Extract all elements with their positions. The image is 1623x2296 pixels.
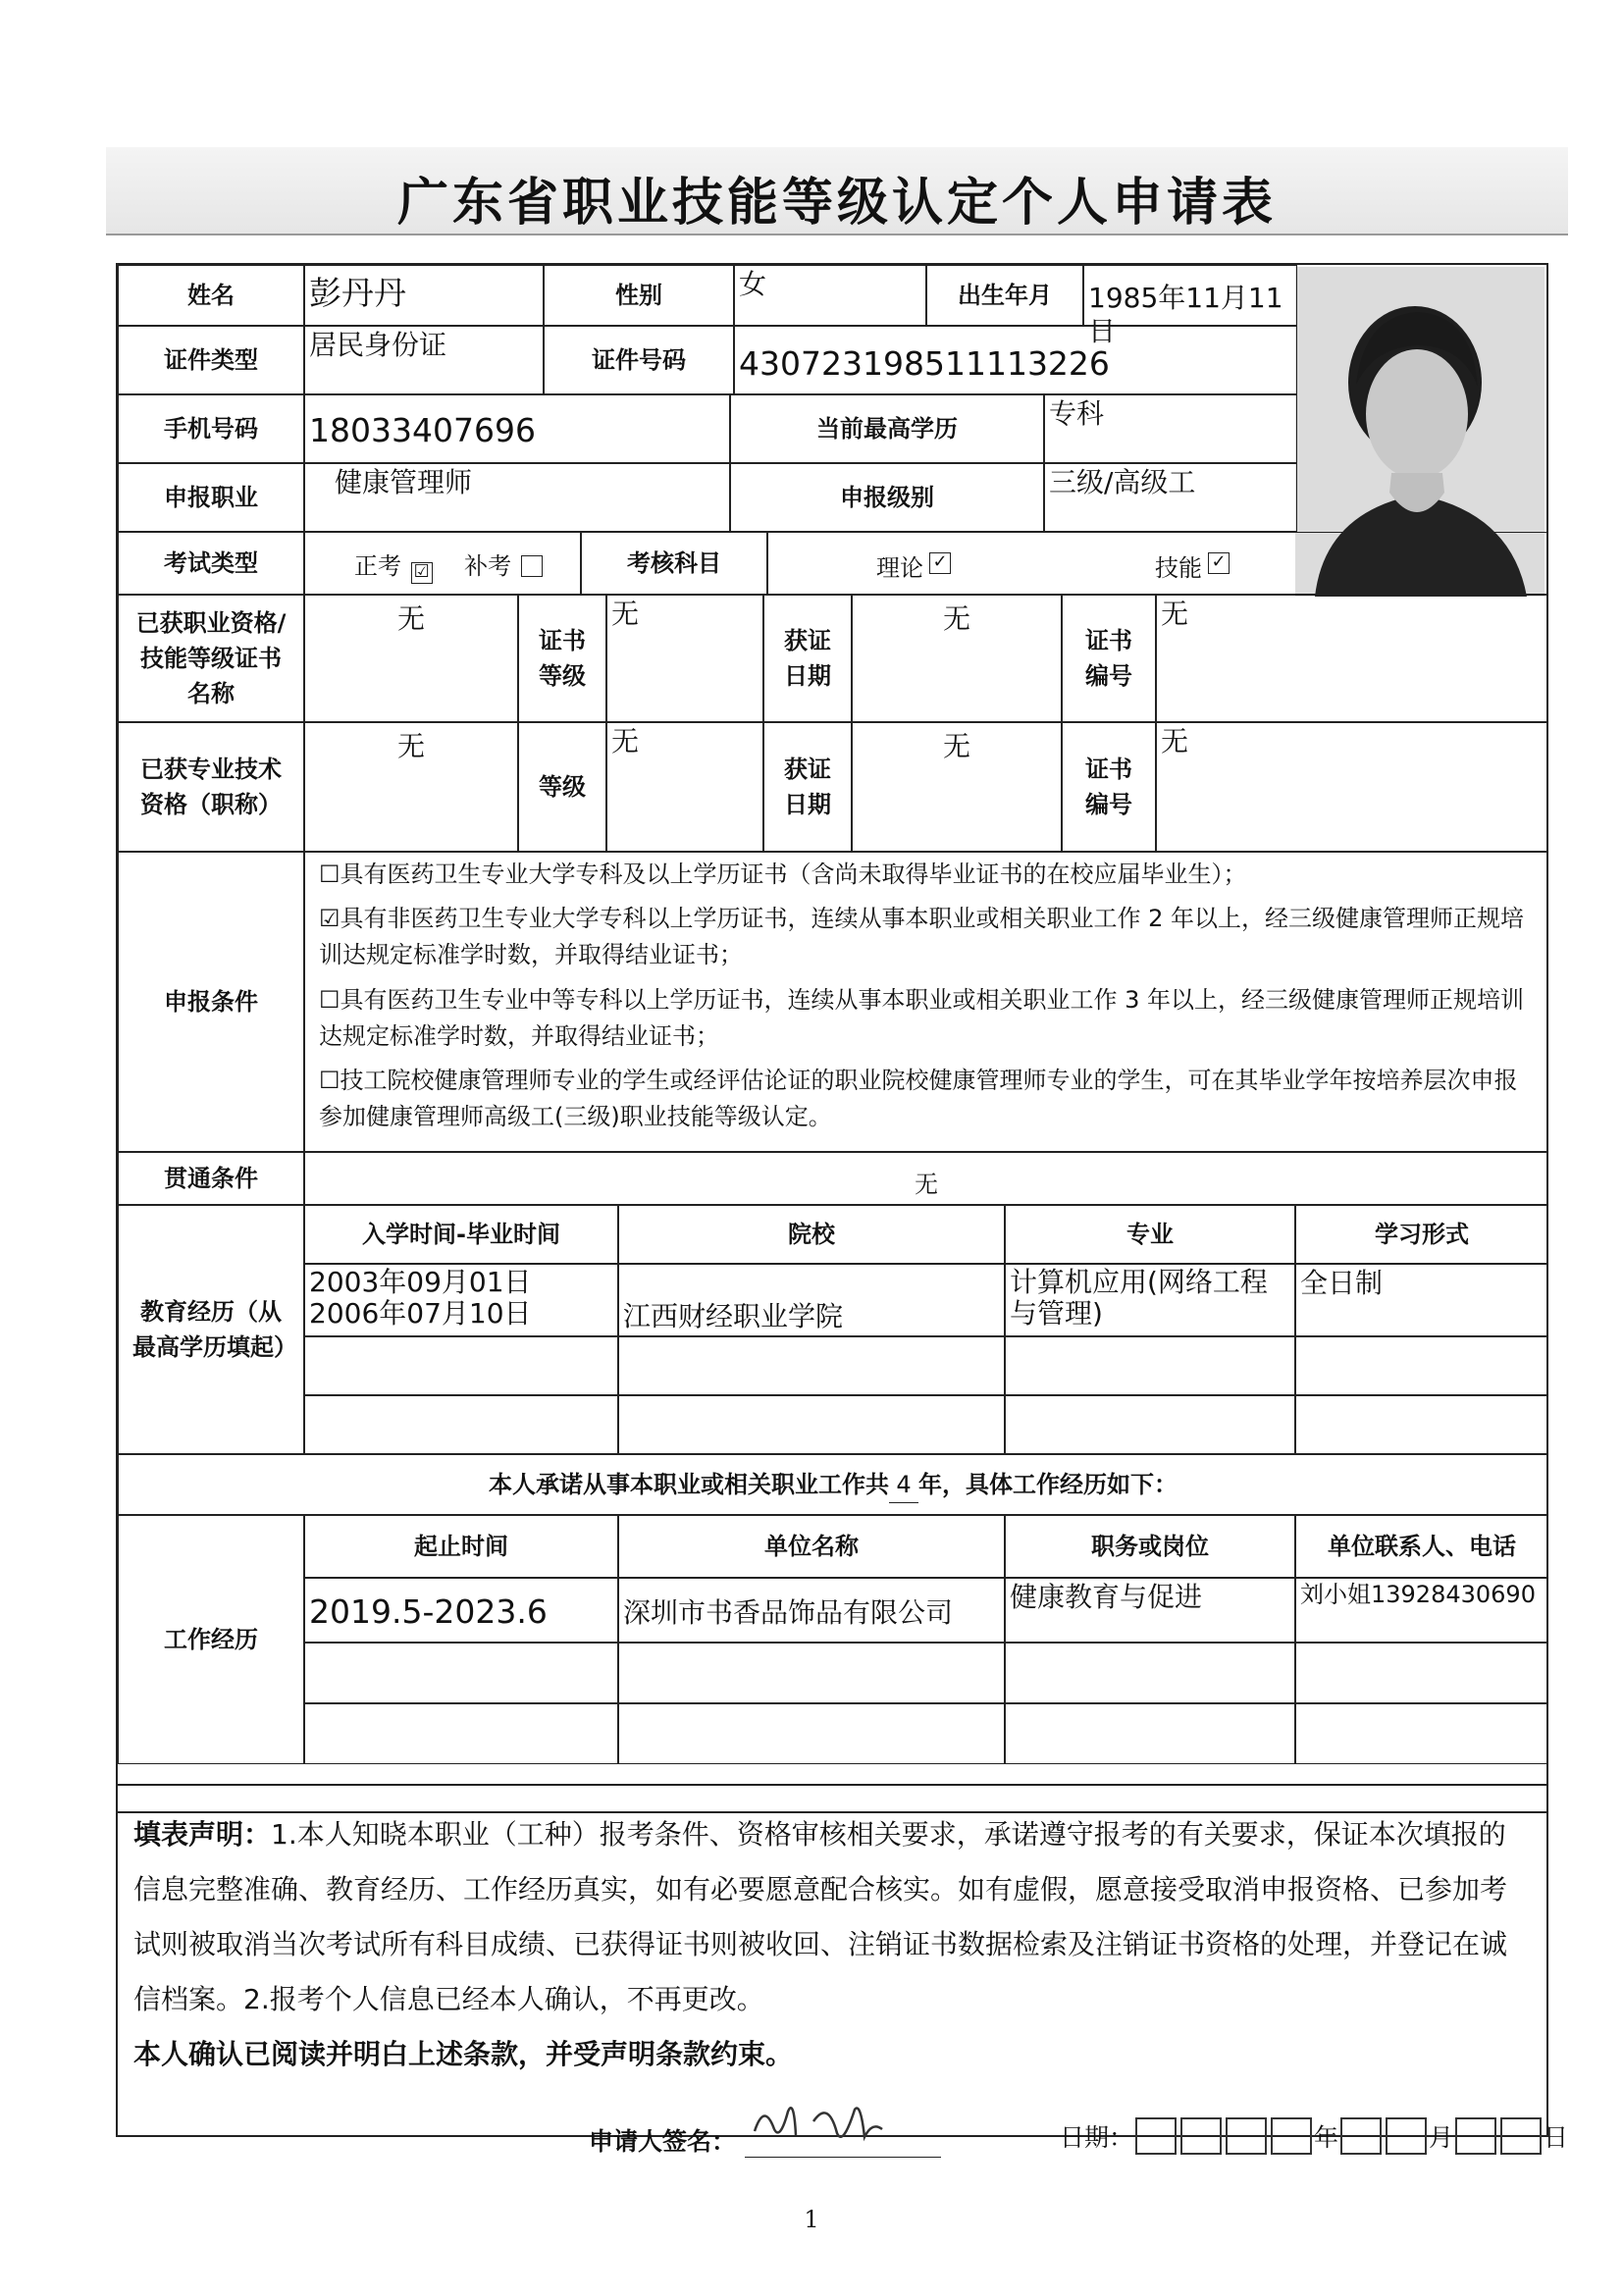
year-digit-box[interactable]: [1271, 2117, 1312, 2155]
id-no-value[interactable]: 430723198511113226: [734, 326, 1297, 394]
level-value[interactable]: 三级/高级工: [1044, 463, 1297, 532]
condition-item[interactable]: ☑具有非医药卫生专业大学专科以上学历证书，连续从事本职业或相关职业工作 2 年以上，经三级健康管理师正规培训达规定标准学时数，并取得结业证书；: [319, 905, 1525, 969]
work-commitment: 本人承诺从事本职业或相关职业工作共 4 年，具体工作经历如下：: [118, 1454, 1548, 1515]
year-digit-box[interactable]: [1135, 2117, 1177, 2155]
cert1-no-label: 证书编号: [1062, 595, 1156, 722]
month-digit-box[interactable]: [1340, 2117, 1382, 2155]
cert2-date-value[interactable]: 无: [852, 722, 1062, 852]
gender-label: 性别: [544, 265, 734, 326]
signature-image: [735, 2092, 931, 2151]
edu-header-major: 专业: [1005, 1205, 1295, 1264]
conditions-label: 申报条件: [118, 852, 304, 1152]
edu-history-label: 教育经历（从最高学历填起）: [118, 1205, 304, 1454]
cert2-date-label: 获证日期: [763, 722, 852, 852]
cert1-date-value[interactable]: 无: [852, 595, 1062, 722]
conditions-list: [304, 852, 1548, 1152]
edu-header-period: 入学时间-毕业时间: [304, 1205, 618, 1264]
cert1-name-value[interactable]: 无: [304, 595, 518, 722]
regular-exam-label: 正考: [354, 552, 401, 580]
name-value[interactable]: 彭丹丹: [304, 265, 544, 326]
subjects-options: [767, 532, 1548, 595]
day-label: 日: [1544, 2123, 1569, 2152]
work-header-contact: 单位联系人、电话: [1295, 1515, 1548, 1578]
work-empty-cell[interactable]: [618, 1703, 1005, 1764]
page-number: 1: [804, 2206, 819, 2233]
signature-label: 申请人签名：: [589, 2127, 737, 2156]
year-digit-box[interactable]: [1226, 2117, 1267, 2155]
edu-major-value[interactable]: 计算机应用(网络工程与管理): [1005, 1264, 1295, 1336]
id-no-label: 证件号码: [544, 326, 734, 394]
skill-label: 技能: [1155, 554, 1202, 582]
declaration-confirm: 本人确认已阅读并明白上述条款，并受声明条款约束。: [133, 2038, 794, 2070]
phone-label: 手机号码: [118, 394, 304, 463]
month-digit-box[interactable]: [1386, 2117, 1427, 2155]
gender-value[interactable]: 女: [734, 265, 926, 326]
work-history-label: 工作经历: [118, 1515, 304, 1764]
work-period-value[interactable]: 2019.5-2023.6: [304, 1578, 618, 1643]
work-empty-cell[interactable]: [1295, 1703, 1548, 1764]
subjects-label: 考核科目: [581, 532, 767, 595]
cert1-no-value[interactable]: 无: [1156, 595, 1548, 722]
edu-empty-cell[interactable]: [304, 1336, 618, 1395]
edu-empty-cell[interactable]: [1295, 1395, 1548, 1454]
year-digit-box[interactable]: [1180, 2117, 1222, 2155]
edu-empty-cell[interactable]: [618, 1395, 1005, 1454]
skill-checkbox[interactable]: ✓: [1208, 552, 1230, 574]
work-company-value[interactable]: 深圳市书香品饰品有限公司: [618, 1578, 1005, 1643]
work-empty-cell[interactable]: [618, 1643, 1005, 1703]
cert2-no-label: 证书编号: [1062, 722, 1156, 852]
work-position-value[interactable]: 健康教育与促进: [1005, 1578, 1295, 1643]
education-label: 当前最高学历: [730, 394, 1044, 463]
edu-empty-cell[interactable]: [304, 1395, 618, 1454]
cert2-no-value[interactable]: 无: [1156, 722, 1548, 852]
signature-row: [589, 2117, 941, 2158]
day-digit-box[interactable]: [1455, 2117, 1496, 2155]
month-label: 月: [1429, 2123, 1454, 2152]
exam-type-label: 考试类型: [118, 532, 304, 595]
makeup-exam-label: 补考: [464, 552, 512, 580]
application-form: [116, 263, 1548, 1813]
title-band: [106, 147, 1568, 235]
work-header-position: 职务或岗位: [1005, 1515, 1295, 1578]
work-empty-cell[interactable]: [1295, 1643, 1548, 1703]
occupation-label: 申报职业: [118, 463, 304, 532]
work-empty-cell[interactable]: [1005, 1643, 1295, 1703]
edu-mode-value[interactable]: 全日制: [1295, 1264, 1548, 1336]
declaration-heading: 填表声明：: [133, 1818, 272, 1851]
condition-item[interactable]: ☐具有医药卫生专业中等专科以上学历证书，连续从事本职业或相关职业工作 3 年以上，经三级健康管理师正规培训达规定标准学时数，并取得结业证书；: [319, 985, 1525, 1050]
theory-label: 理论: [876, 554, 923, 582]
regular-exam-checkbox[interactable]: ☑: [411, 562, 433, 584]
work-contact-value[interactable]: 刘小姐13928430690: [1295, 1578, 1548, 1643]
edu-period-value[interactable]: [304, 1264, 618, 1336]
cert2-level-label: 等级: [518, 722, 606, 852]
work-header-period: 起止时间: [304, 1515, 618, 1578]
cert1-date-label: 获证日期: [763, 595, 852, 722]
edu-header-school: 院校: [618, 1205, 1005, 1264]
level-label: 申报级别: [730, 463, 1044, 532]
cert2-label: 已获专业技术资格（职称）: [118, 722, 304, 852]
through-value[interactable]: 无: [304, 1152, 1548, 1205]
edu-header-mode: 学习形式: [1295, 1205, 1548, 1264]
edu-empty-cell[interactable]: [1295, 1336, 1548, 1395]
work-years-value[interactable]: 4: [889, 1467, 918, 1503]
page-title: 广东省职业技能等级认定个人申请表: [396, 173, 1277, 233]
education-value[interactable]: 专科: [1044, 394, 1297, 463]
occupation-value[interactable]: 健康管理师: [304, 463, 730, 532]
cert2-name-value[interactable]: 无: [304, 722, 518, 852]
day-digit-box[interactable]: [1500, 2117, 1542, 2155]
id-type-value[interactable]: 居民身份证: [304, 326, 544, 394]
edu-empty-cell[interactable]: [1005, 1336, 1295, 1395]
cert2-level-value[interactable]: 无: [606, 722, 763, 852]
cert1-label: 已获职业资格/技能等级证书名称: [118, 595, 304, 722]
cert1-level-label: 证书等级: [518, 595, 606, 722]
exam-type-options: [304, 532, 581, 595]
edu-empty-cell[interactable]: [1005, 1395, 1295, 1454]
declaration-text: 填表声明：1.本人知晓本职业（工种）报考条件、资格审核相关要求，承诺遵守报考的有关要求，保证本次填报的信息完整准确、教育经历、工作经历真实，如有必要愿意配合核实。如有虚假，愿意接受取消申报资格、已参加考试则被取消当次考试所有科目成绩、已获得证书则被收回、注销证书数据检索及注销证书资格的处理，并登记在诚信档案。2.报考个人信息已经本人确认，不再更改。: [133, 1818, 1508, 2015]
year-label: 年: [1314, 2123, 1339, 2152]
condition-item[interactable]: ☐技工院校健康管理师专业的学生或经评估论证的职业院校健康管理师专业的学生，可在其毕业学年按培养层次申报参加健康管理师高级工(三级)职业技能等级认定。: [319, 1066, 1518, 1131]
work-header-company: 单位名称: [618, 1515, 1005, 1578]
date-row: [1060, 2117, 1568, 2155]
theory-checkbox[interactable]: ✓: [929, 552, 951, 574]
work-empty-cell[interactable]: [304, 1703, 618, 1764]
id-type-label: 证件类型: [118, 326, 304, 394]
condition-item[interactable]: ☐具有医药卫生专业大学专科及以上学历证书（含尚未取得毕业证书的在校应届毕业生）；: [319, 861, 1247, 888]
phone-value[interactable]: 18033407696: [304, 394, 730, 463]
signature-field[interactable]: [745, 2117, 941, 2158]
edu-school-value[interactable]: 江西财经职业学院: [618, 1264, 1005, 1336]
work-empty-cell[interactable]: [1005, 1703, 1295, 1764]
date-label: 日期：: [1060, 2123, 1134, 2152]
cert1-level-value[interactable]: 无: [606, 595, 763, 722]
name-label: 姓名: [118, 265, 304, 326]
birth-value[interactable]: 1985年11月11日: [1083, 265, 1297, 326]
work-empty-cell[interactable]: [304, 1643, 618, 1703]
birth-label: 出生年月: [926, 265, 1083, 326]
edu-start-date: 2003年09月01日: [309, 1266, 532, 1298]
makeup-exam-checkbox[interactable]: [521, 555, 543, 577]
through-label: 贯通条件: [118, 1152, 304, 1205]
declaration-block: [116, 1784, 1548, 2137]
edu-end-date: 2006年07月10日: [309, 1297, 532, 1331]
edu-empty-cell[interactable]: [618, 1336, 1005, 1395]
